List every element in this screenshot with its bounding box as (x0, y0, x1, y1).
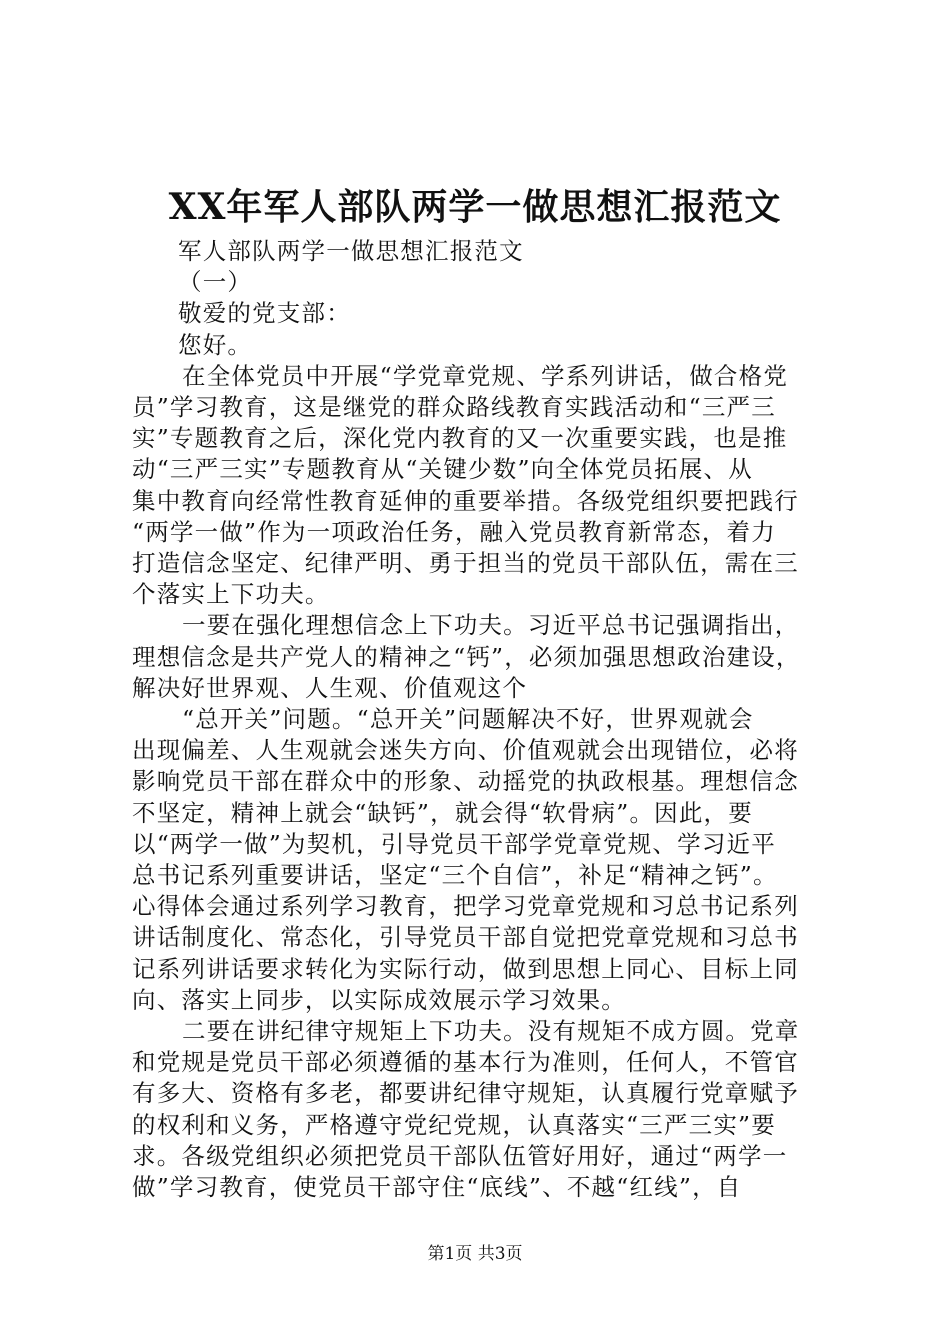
paragraph-line: 出现偏差、人生观就会迷失方向、价值观就会出现错位，必将 (132, 736, 799, 765)
paragraph-line: 二要在讲纪律守规矩上下功夫。没有规矩不成方圆。党章 (182, 1017, 800, 1046)
paragraph-line: 记系列讲话要求转化为实际行动，做到思想上同心、目标上同 (132, 954, 799, 983)
paragraph-line: 心得体会通过系列学习教育，把学习党章党规和习总书记系列 (132, 892, 799, 921)
paragraph-line: 解决好世界观、人生观、价值观这个 (132, 673, 528, 702)
paragraph-line: 打造信念坚定、纪律严明、勇于担当的党员干部队伍，需在三 (132, 549, 799, 578)
paragraph-line: 影响党员干部在群众中的形象、动摇党的执政根基。理想信念 (132, 767, 799, 796)
paragraph-line: 有多大、资格有多老，都要讲纪律守规矩，认真履行党章赋予 (132, 1079, 799, 1108)
paragraph-line: 的权利和义务，严格遵守党纪党规，认真落实“三严三实”要 (132, 1110, 776, 1139)
paragraph-line: “两学一做”作为一项政治任务，融入党员教育新常态，着力 (132, 517, 776, 546)
paragraph-line: 求。各级党组织必须把党员干部队伍管好用好，通过“两学一 (132, 1141, 788, 1170)
paragraph-line: 理想信念是共产党人的精神之“钙”，必须加强思想政治建设， (132, 642, 801, 671)
greeting-line: 您好。 (178, 330, 253, 359)
paragraph-line: 个落实上下功夫。 (132, 580, 330, 609)
page-number-footer: 第1页 共3页 (427, 1244, 523, 1264)
paragraph-line: 讲话制度化、常态化，引导党员干部自觉把党章党规和习总书 (132, 923, 799, 952)
paragraph-line: 集中教育向经常性教育延伸的重要举措。各级党组织要把践行 (132, 486, 799, 515)
subtitle-line: 军人部队两学一做思想汇报范文 (178, 237, 524, 265)
paragraph-line: 动“三严三实”专题教育从“关键少数”向全体党员拓展、从 (132, 455, 753, 484)
paragraph-line: 实”专题教育之后，深化党内教育的又一次重要实践，也是推 (132, 424, 788, 453)
section-number-line: （一） (178, 268, 253, 297)
paragraph-line: 和党规是党员干部必须遵循的基本行为准则，任何人，不管官 (132, 1048, 799, 1077)
paragraph-line: “总开关”问题。“总开关”问题解决不好，世界观就会 (182, 705, 754, 734)
paragraph-line: 在全体党员中开展“学党章党规、学系列讲话，做合格党 (182, 361, 789, 390)
document-title: XX年军人部队两学一做思想汇报范文 (168, 186, 782, 228)
paragraph-line: 不坚定，精神上就会“缺钙”，就会得“软骨病”。因此，要 (132, 798, 753, 827)
paragraph-line: 向、落实上同步，以实际成效展示学习效果。 (132, 985, 626, 1014)
paragraph-line: 员”学习教育，这是继党的群众路线教育实践活动和“三严三 (132, 393, 776, 422)
salutation-line: 敬爱的党支部： (178, 299, 351, 328)
paragraph-line: 总书记系列重要讲话，坚定“三个自信”，补足“精神之钙”。 (132, 861, 778, 890)
paragraph-line: 以“两学一做”为契机，引导党员干部学党章党规、学习近平 (132, 829, 776, 858)
paragraph-line: 一要在强化理想信念上下功夫。习近平总书记强调指出， (182, 611, 800, 640)
paragraph-line: 做”学习教育，使党员干部守住“底线”、不越“红线”，自 (132, 1173, 742, 1202)
document-body (132, 236, 832, 1203)
